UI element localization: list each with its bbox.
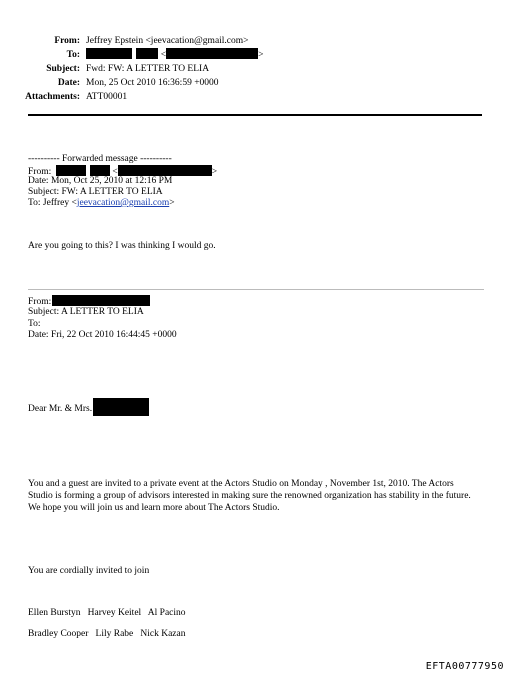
original-subject: Subject: A LETTER TO ELIA [28, 307, 144, 317]
forwarded-from-gt: > [211, 167, 218, 177]
forwarded-message-text: Are you going to this? I was thinking I would go. [28, 241, 216, 251]
forwarded-to-suffix: > [169, 198, 175, 208]
redaction-box [136, 48, 158, 59]
header-divider [28, 114, 482, 116]
header-attachments-value: ATT00001 [86, 92, 128, 102]
letter-names-line-2: Bradley Cooper Lily Rabe Nick Kazan [28, 629, 186, 639]
letter-salutation-row [28, 398, 149, 416]
header-attachments-label: Attachments: [25, 92, 80, 102]
header-subject-row [0, 62, 512, 76]
header-to-value [86, 48, 263, 63]
header-to-gt: > [258, 50, 264, 60]
email-link[interactable]: jeevacation@gmail.com [76, 198, 170, 208]
forwarded-subject: Subject: FW: A LETTER TO ELIA [28, 187, 163, 197]
original-divider [28, 289, 484, 290]
redaction-box [86, 48, 132, 59]
letter-names-line-1: Ellen Burstyn Harvey Keitel Al Pacino [28, 608, 186, 618]
forwarded-from-label: From: [28, 167, 52, 177]
header-subject-value: Fwd: FW: A LETTER TO ELIA [86, 64, 210, 74]
header-from-row [0, 34, 512, 48]
forwarded-marker: ---------- Forwarded message ---------- [28, 154, 172, 164]
header-to-lt: < [160, 50, 167, 60]
header-date-label: Date: [57, 78, 80, 88]
original-to-row [28, 319, 41, 331]
letter-salutation: Dear Mr. & Mrs. [28, 404, 93, 414]
original-to-label: To: [28, 319, 41, 329]
forwarded-date: Date: Mon, Oct 25, 2010 at 12:16 PM [28, 176, 173, 186]
redaction-box [90, 165, 110, 176]
redaction-box [52, 295, 150, 306]
original-from-label: From: [28, 297, 52, 307]
document-id: EFTA00777950 [425, 661, 504, 672]
forwarded-from-lt: < [112, 167, 118, 177]
header-attachments-row [0, 90, 512, 104]
header-to-label: To: [66, 50, 80, 60]
letter-paragraph: You and a guest are invited to a private event at the Actors Studio on Monday , November 1st, 2010. The Actors Studio is forming a group of advisors interested in making sure the renowned organization has stability in the future. We hope you will join us and learn more about The Actors Studio. [28, 479, 471, 513]
redaction-box [166, 48, 258, 59]
original-date: Date: Fri, 22 Oct 2010 16:44:45 +0000 [28, 330, 177, 340]
header-date-value: Mon, 25 Oct 2010 16:36:59 +0000 [86, 78, 219, 88]
forwarded-to-row [28, 198, 175, 210]
header-to-row [0, 48, 512, 62]
redaction-box [93, 398, 149, 416]
header-subject-label: Subject: [46, 64, 80, 74]
redaction-box [56, 165, 86, 176]
header-date-row [0, 76, 512, 90]
header-from-label: From: [54, 36, 80, 46]
letter-invite: You are cordially invited to join [28, 566, 150, 576]
header-from-value: Jeffrey Epstein <jeevacation@gmail.com> [86, 36, 249, 46]
forwarded-to-prefix: To: Jeffrey < [28, 198, 77, 208]
redaction-box [118, 165, 212, 176]
